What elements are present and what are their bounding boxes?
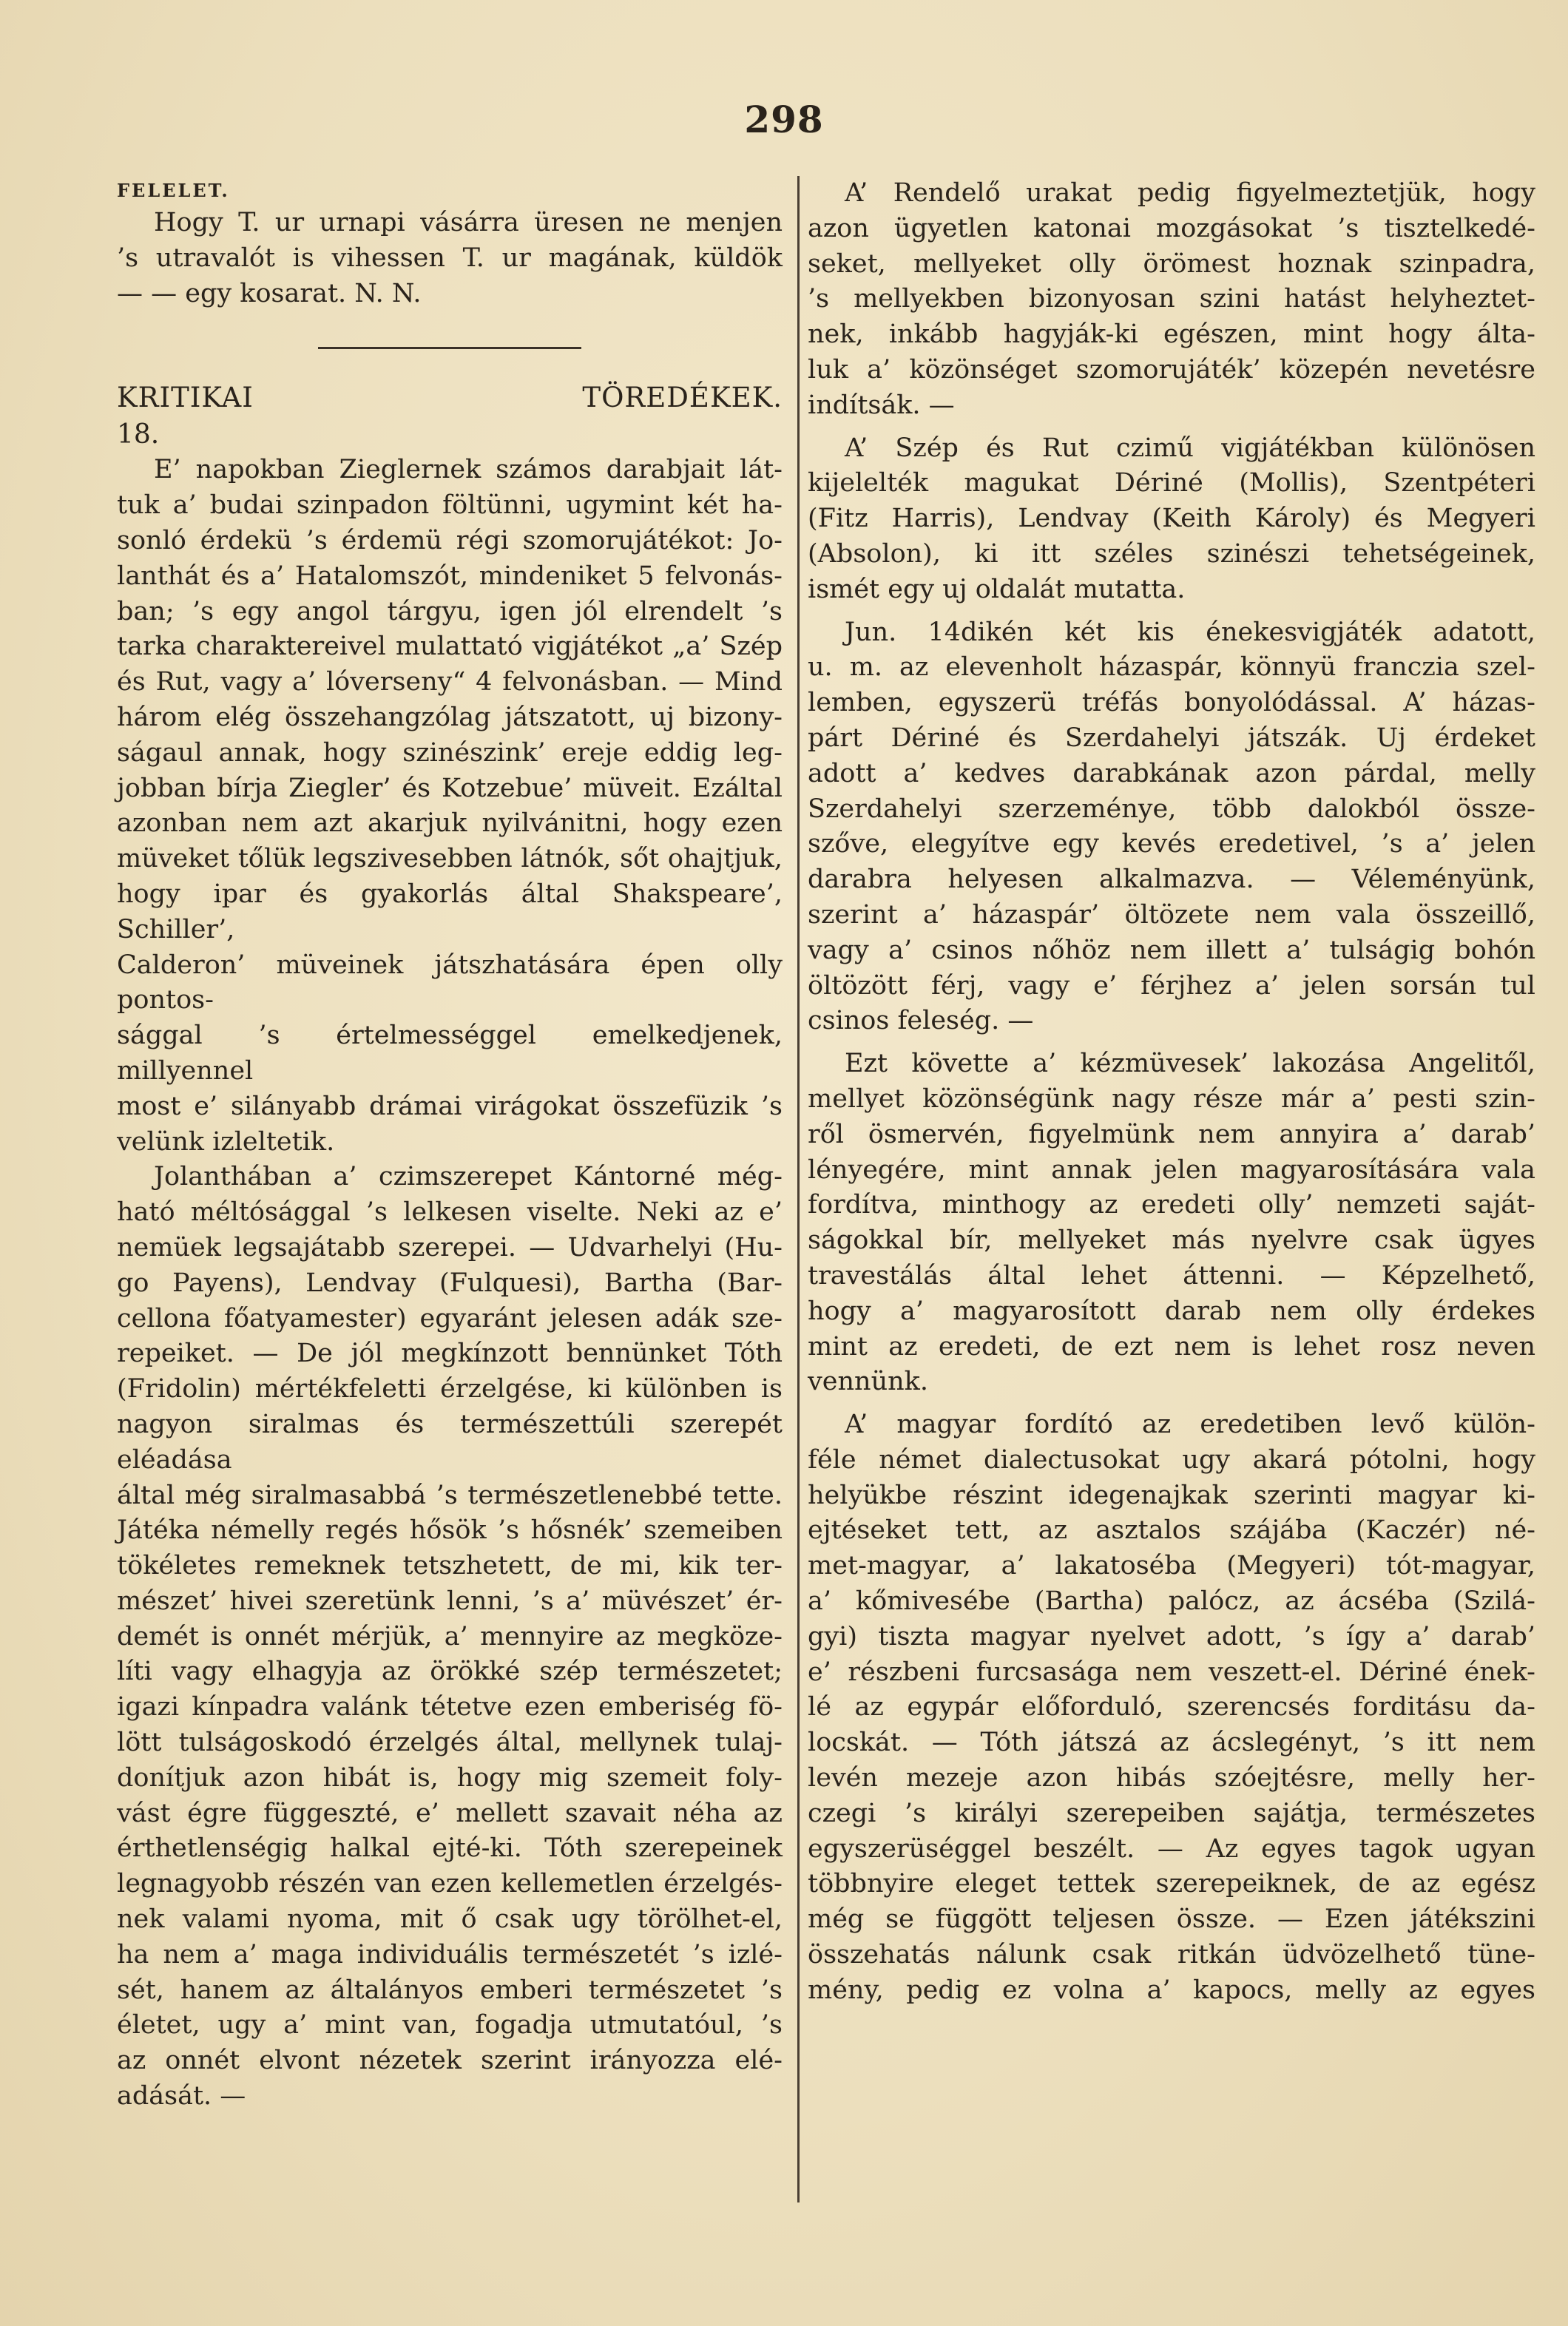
- paragraph-line: go Payens), Lendvay (Fulquesi), Bartha (Bar-: [117, 1268, 783, 1298]
- paragraph-line: ’s mellyekben bizonyosan szini hatást helyheztet-: [808, 284, 1535, 314]
- paragraph-line: vást égre függeszté, e’ mellett szavait néha az: [117, 1798, 783, 1828]
- paragraph-line: legnagyobb részén van ezen kellemetlen érzelgés-: [117, 1869, 783, 1899]
- paragraph-line: ha nem a’ maga individuális természetét ’s izlé-: [117, 1939, 783, 1970]
- paragraph-line: fordítva, minthogy az eredeti olly’ nemzeti saját-: [808, 1190, 1535, 1220]
- paragraph-line: helyükbe részint idegenajkak szerinti magyar ki-: [808, 1480, 1535, 1510]
- paragraph-line: Jolanthában a’ czimszerepet Kántorné még-: [154, 1162, 783, 1192]
- paragraph-line: hogy a’ magyarosított darab nem olly érdekes: [808, 1296, 1535, 1326]
- paragraph-line: ságaul annak, hogy szinészink’ ereje eddig leg-: [117, 737, 783, 768]
- paragraph-line: mény, pedig ez volna a’ kapocs, melly az egyes: [808, 1975, 1535, 2005]
- paragraph-line: lanthát és a’ Hatalomszót, mindeniket 5 felvonás-: [117, 561, 783, 591]
- paragraph-line: most e’ silányabb drámai virágokat összefüzik ’s: [117, 1091, 783, 1121]
- paragraph-line: müveket tőlük legszivesebben látnók, sőt ohajtjuk,: [117, 844, 783, 874]
- paragraph-line: A’ magyar fordító az eredetiben levő külön-: [845, 1410, 1535, 1440]
- paragraph-line: az onnét elvont nézetek szerint irányozza elé-: [117, 2046, 783, 2076]
- paragraph-line: adott a’ kedves darabkának azon párdal, melly: [808, 758, 1535, 788]
- paragraph-line: u. m. az elevenholt házaspár, könnyü franczia szel-: [808, 652, 1535, 683]
- paragraph-line: indítsák. —: [808, 390, 955, 420]
- paragraph-line: velünk izleltetik.: [117, 1126, 335, 1157]
- paragraph-line: tarka charaktereivel mulattató vigjátékot „a’ Szép: [117, 632, 783, 662]
- paragraph-line: érthetlenségig halkal ejté-ki. Tóth szerepeinek: [117, 1833, 783, 1864]
- paragraph-line: ejtéseket tett, az asztalos szájába (Kaczér) né-: [808, 1515, 1535, 1546]
- paragraph-line: vagy a’ csinos nőhöz nem illett a’ tulságig bohón: [808, 935, 1535, 965]
- paragraph-line: adását. —: [117, 2081, 246, 2112]
- paragraph-line: travestálás által lehet áttenni. — Képzelhető,: [808, 1260, 1535, 1291]
- paragraph-line: líti vagy elhagyja az örökké szép természetet;: [117, 1657, 783, 1687]
- paragraph-line: E’ napokban Zieglernek számos darabjait lát-: [154, 455, 783, 485]
- left-column: [117, 176, 783, 2114]
- paragraph-line: donítjuk azon hibát is, hogy mig szemeit foly-: [117, 1762, 783, 1793]
- paragraph-line: még se függött teljesen össze. — Ezen játékszini: [808, 1904, 1535, 1935]
- paragraph: [808, 615, 1535, 1047]
- paragraph-line: mellyet közönségünk nagy része már a’ pesti szin-: [808, 1083, 1535, 1114]
- paragraph-line: ságokkal bír, mellyeket más nyelvre csak ügyes: [808, 1225, 1535, 1256]
- paragraph-line: azonban nem azt akarjuk nyilvánitni, hogy ezen: [117, 808, 783, 839]
- felelet-line: Hogy T. ur urnapi vásárra üresen ne menjen: [154, 208, 783, 237]
- paragraph-line: és Rut, vagy a’ lóverseny“ 4 felvonásban. — Mind: [117, 667, 783, 697]
- left-article-body: [117, 453, 783, 2114]
- paragraph-line: ről ösmervén, figyelmünk nem annyira a’ darab’: [808, 1119, 1535, 1149]
- paragraph-line: ismét egy uj oldalát mutatta.: [808, 574, 1186, 604]
- paragraph-line: ban; ’s egy angol tárgyu, igen jól elrendelt ’s: [117, 596, 783, 626]
- paragraph-line: demét is onnét mérjük, a’ mennyire az megköze-: [117, 1621, 783, 1651]
- paragraph-line: levén mezeje azon hibás szóejtésre, melly her-: [808, 1763, 1535, 1793]
- paragraph-line: tökéletes remeknek tetszhetett, de mi, kik ter-: [117, 1551, 783, 1581]
- paragraph-line: (Fridolin) mértékfeletti érzelgése, ki különben is: [117, 1374, 783, 1404]
- paragraph-line: életet, ugy a’ mint van, fogadja utmutatóul, ’s: [117, 2010, 783, 2041]
- paragraph-line: Ezt követte a’ kézmüvesek’ lakozása Angelitől,: [845, 1049, 1535, 1079]
- paragraph-line: jobban bírja Ziegler’ és Kotzebue’ müveit. Ezáltal: [117, 773, 783, 803]
- paragraph-line: lemben, egyszerü tréfás bonyolódással. A’ házas-: [808, 688, 1535, 718]
- paragraph: [808, 176, 1535, 431]
- paragraph-line: a’ kőmivesébe (Bartha) palócz, az ácséba (Szilá-: [808, 1586, 1535, 1617]
- paragraph-line: lött tulságoskodó érzelgés által, mellynek tulaj-: [117, 1728, 783, 1758]
- felelet-text: [117, 206, 783, 311]
- paragraph-line: szerint a’ házaspár’ öltözete nem vala összeillő,: [808, 899, 1535, 930]
- paragraph-line: féle német dialectusokat ugy akará pótolni, hogy: [808, 1444, 1535, 1475]
- paragraph-line: (Absolon), ki itt széles szinészi tehetségeinek,: [808, 538, 1535, 569]
- paragraph-line: ható méltósággal ’s lelkesen viselte. Neki az e’: [117, 1197, 783, 1228]
- paragraph-line: nek, inkább hagyják-ki egészen, mint hogy álta-: [808, 320, 1535, 350]
- paragraph-line: e’ részbeni furcsasága nem veszett-el. Dériné ének-: [808, 1657, 1535, 1687]
- section-number: 18.: [117, 419, 160, 450]
- paragraph-line: összehatás nálunk csak ritkán üdvözelhető tüne-: [808, 1940, 1535, 1970]
- paragraph-line: Calderon’ müveinek játszhatására épen olly pontos-: [117, 950, 783, 1015]
- paragraph-line: tuk a’ budai szinpadon föltünni, ugymint két ha-: [117, 490, 783, 521]
- paragraph-line: (Fitz Harris), Lendvay (Keith Károly) és Megyeri: [808, 504, 1535, 534]
- paragraph-line: sét, hanem az általányos emberi természetet ’s: [117, 1975, 783, 2005]
- paragraph-line: öltözött férj, vagy e’ férjhez a’ jelen sorsán tul: [808, 970, 1535, 1001]
- paragraph: [808, 1407, 1535, 2009]
- paragraph-line: czegi ’s királyi szerepeiben sajátja, természetes: [808, 1798, 1535, 1828]
- paragraph-line: többnyire eleget tettek szerepeiknek, de az egész: [808, 1869, 1535, 1899]
- separator-rule: [318, 347, 581, 349]
- paragraph-line: szőve, elegyítve egy kevés eredetivel, ’s a’ jelen: [808, 829, 1535, 859]
- paragraph-line: egyszerüséggel beszélt. — Az egyes tagok ugyan: [808, 1833, 1535, 1864]
- paragraph-line: lé az egypár előforduló, szerencsés forditásu da-: [808, 1692, 1535, 1722]
- paragraph-line: locskát. — Tóth játszá az ácslegényt, ’s itt nem: [808, 1728, 1535, 1758]
- paragraph-line: Játéka némelly regés hősök ’s hősnék’ szemeiben: [117, 1515, 783, 1546]
- column-rule: [797, 176, 800, 2202]
- paragraph-line: sonló érdekü ’s érdemü régi szomorujátékot: Jo-: [117, 525, 783, 555]
- felelet-line: — — egy kosarat. N. N.: [117, 278, 422, 308]
- paragraph-line: vennünk.: [808, 1367, 928, 1397]
- paragraph-line: Jun. 14dikén két kis énekesvigjáték adatott,: [845, 617, 1535, 647]
- paragraph-line: mészet’ hivei szeretünk lenni, ’s a’ müvészet’ ér-: [117, 1586, 783, 1616]
- paragraph-line: darabra helyesen alkalmazva. — Véleményünk,: [808, 865, 1535, 895]
- paragraph-line: repeiket. — De jól megkínzott bennünket Tóth: [117, 1339, 783, 1369]
- paragraph-line: mint az eredeti, de ezt nem is lehet rosz neven: [808, 1331, 1535, 1362]
- paragraph-line: met-magyar, a’ lakatoséba (Megyeri) tót-magyar,: [808, 1551, 1535, 1581]
- paragraph-line: gyi) tiszta magyar nyelvet adott, ’s így a’ darab’: [808, 1621, 1535, 1651]
- felelet-line: ’s utravalót is vihessen T. ur magának, küldök: [117, 243, 783, 273]
- section-title: KRITIKAI TÖREDÉKEK.: [117, 382, 783, 414]
- paragraph-line: sággal ’s értelmességgel emelkedjenek, millyennel: [117, 1021, 783, 1086]
- paragraph-line: luk a’ közönséget szomorujáték’ közepén nevetésre: [808, 354, 1535, 385]
- paragraph-line: lényegére, mint annak jelen magyarosítására vala: [808, 1154, 1535, 1185]
- paragraph-line: seket, mellyeket olly örömest hoznak szinpadra,: [808, 249, 1535, 279]
- right-column: [808, 176, 1535, 2009]
- paragraph-line: csinos feleség. —: [808, 1006, 1034, 1036]
- paragraph-line: A’ Rendelő urakat pedig figyelmeztetjük, hogy: [845, 178, 1535, 208]
- felelet-heading: FELELET.: [117, 180, 230, 201]
- paragraph-line: nek valami nyoma, mit ő csak ugy törölhet-el,: [117, 1904, 783, 1935]
- paragraph-line: három elég összehangzólag játszatott, uj bizony-: [117, 702, 783, 732]
- paragraph-line: nemüek legsajátabb szerepei. — Udvarhelyi (Hu-: [117, 1232, 783, 1262]
- paragraph: [117, 1160, 783, 2114]
- page-number: 298: [744, 98, 824, 141]
- paragraph-line: igazi kínpadra valánk tétetve ezen emberiség fö-: [117, 1692, 783, 1722]
- paragraph-line: Szerdahelyi szerzeménye, több dalokból össze-: [808, 794, 1535, 824]
- paragraph-line: párt Dériné és Szerdahelyi játszák. Uj érdeket: [808, 723, 1535, 753]
- paragraph-line: által még siralmasabbá ’s természetlenebbé tette.: [117, 1480, 783, 1510]
- paragraph: [808, 431, 1535, 615]
- paragraph-line: A’ Szép és Rut czimű vigjátékban különösen: [845, 433, 1535, 463]
- paragraph-line: hogy ipar és gyakorlás által Shakspeare’, Schiller’,: [117, 879, 783, 944]
- paragraph-line: cellona főatyamester) egyaránt jelesen adák sze-: [117, 1303, 783, 1333]
- paragraph-line: azon ügyetlen katonai mozgásokat ’s tisztelkedé-: [808, 213, 1535, 243]
- paragraph: [808, 1047, 1535, 1407]
- paragraph: [117, 453, 783, 1160]
- paragraph-line: kijelelték magukat Dériné (Mollis), Szentpéteri: [808, 468, 1535, 498]
- paragraph-line: nagyon siralmas és természettúli szerepét eléadása: [117, 1409, 783, 1475]
